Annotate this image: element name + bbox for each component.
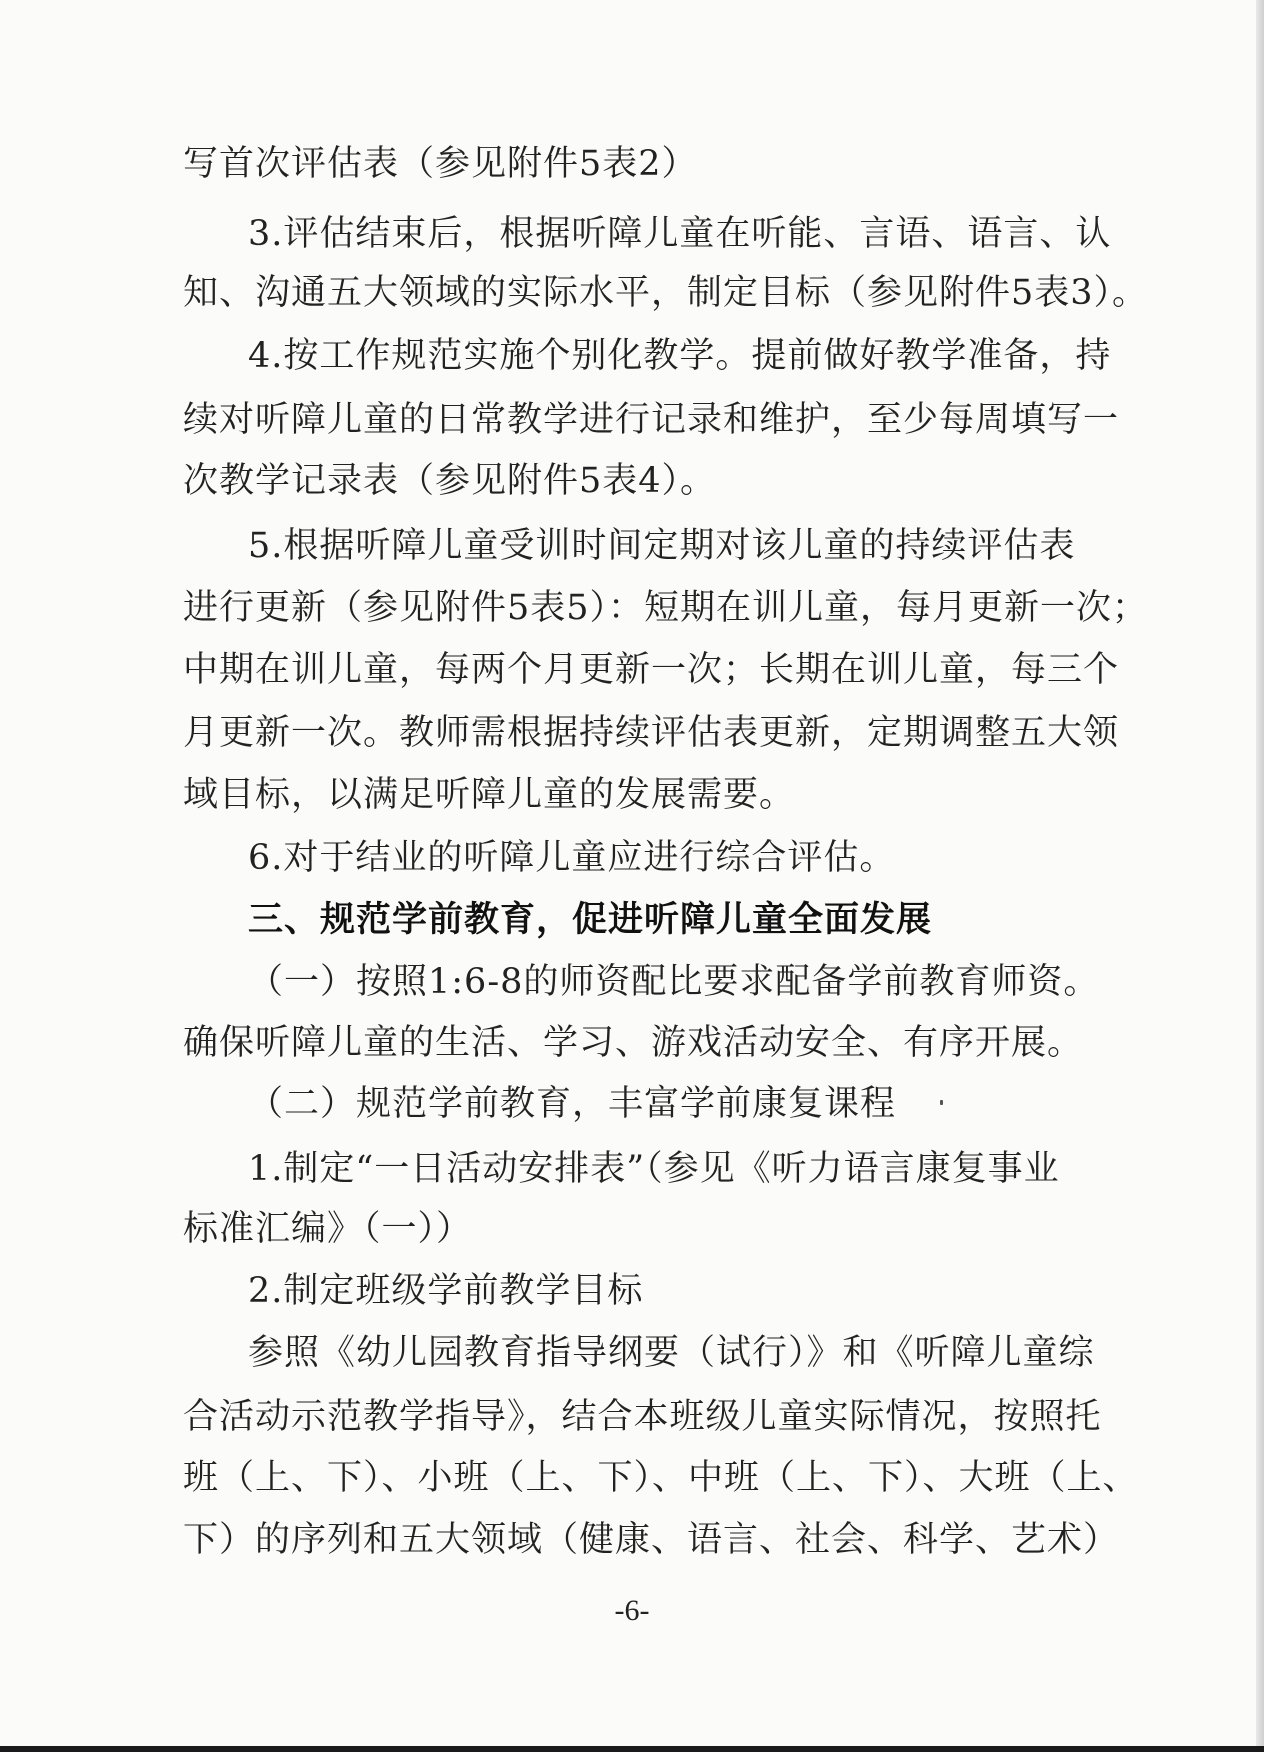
paragraph-line: 2.制定班级学前教学目标 bbox=[248, 1271, 644, 1311]
paragraph-line: 下）的序列和五大领域（健康、语言、社会、科学、艺术） bbox=[183, 1520, 1120, 1560]
paragraph-line: 6.对于结业的听障儿童应进行综合评估。 bbox=[248, 838, 896, 878]
paragraph-line: 3.评估结束后，根据听障儿童在听能、言语、语言、认 bbox=[248, 214, 1112, 254]
subsection-heading: （二）规范学前教育，丰富学前康复课程 bbox=[248, 1084, 897, 1124]
paragraph-line: 1.制定“一日活动安排表”（参见《听力语言康复事业 bbox=[248, 1149, 1060, 1189]
paragraph-line: 班（上、下）、小班（上、下）、中班（上、下）、大班（上、 bbox=[183, 1458, 1139, 1498]
paragraph-line: 4.按工作规范实施个别化教学。提前做好教学准备，持 bbox=[248, 336, 1112, 376]
paragraph-line: 确保听障儿童的生活、学习、游戏活动安全、有序开展。 bbox=[183, 1023, 1084, 1063]
paragraph-line: 中期在训儿童，每两个月更新一次；长期在训儿童，每三个 bbox=[183, 650, 1120, 690]
paragraph-line: 参照《幼儿园教育指导纲要（试行）》和《听障儿童综 bbox=[248, 1333, 1095, 1373]
paragraph-line: 次教学记录表（参见附件5表4）。 bbox=[183, 461, 717, 501]
paragraph-line: 5.根据听障儿童受训时间定期对该儿童的持续评估表 bbox=[248, 526, 1076, 566]
scan-speck bbox=[940, 1100, 943, 1105]
paragraph-line: 进行更新（参见附件5表5）：短期在训儿童，每月更新一次； bbox=[183, 588, 1149, 628]
page-number: -6- bbox=[614, 1594, 650, 1627]
paragraph-line: 知、沟通五大领域的实际水平，制定目标（参见附件5表3）。 bbox=[183, 273, 1149, 313]
paragraph-line: 标准汇编》（一）） bbox=[183, 1209, 473, 1249]
scan-edge bbox=[1256, 0, 1264, 1752]
paragraph-line: 域目标，以满足听障儿童的发展需要。 bbox=[183, 775, 796, 815]
paragraph-line: 续对听障儿童的日常教学进行记录和维护，至少每周填写一 bbox=[183, 400, 1120, 440]
scan-edge bbox=[0, 1746, 1264, 1752]
paragraph-line: 写首次评估表（参见附件5表2） bbox=[183, 144, 698, 184]
paragraph-line: （一）按照1:6-8的师资配比要求配备学前教育师资。 bbox=[248, 962, 1100, 1002]
paragraph-line: 月更新一次。教师需根据持续评估表更新，定期调整五大领 bbox=[183, 713, 1120, 753]
section-heading: 三、规范学前教育，促进听障儿童全面发展 bbox=[248, 900, 933, 940]
paragraph-line: 合活动示范教学指导》，结合本班级儿童实际情况，按照托 bbox=[183, 1397, 1102, 1437]
